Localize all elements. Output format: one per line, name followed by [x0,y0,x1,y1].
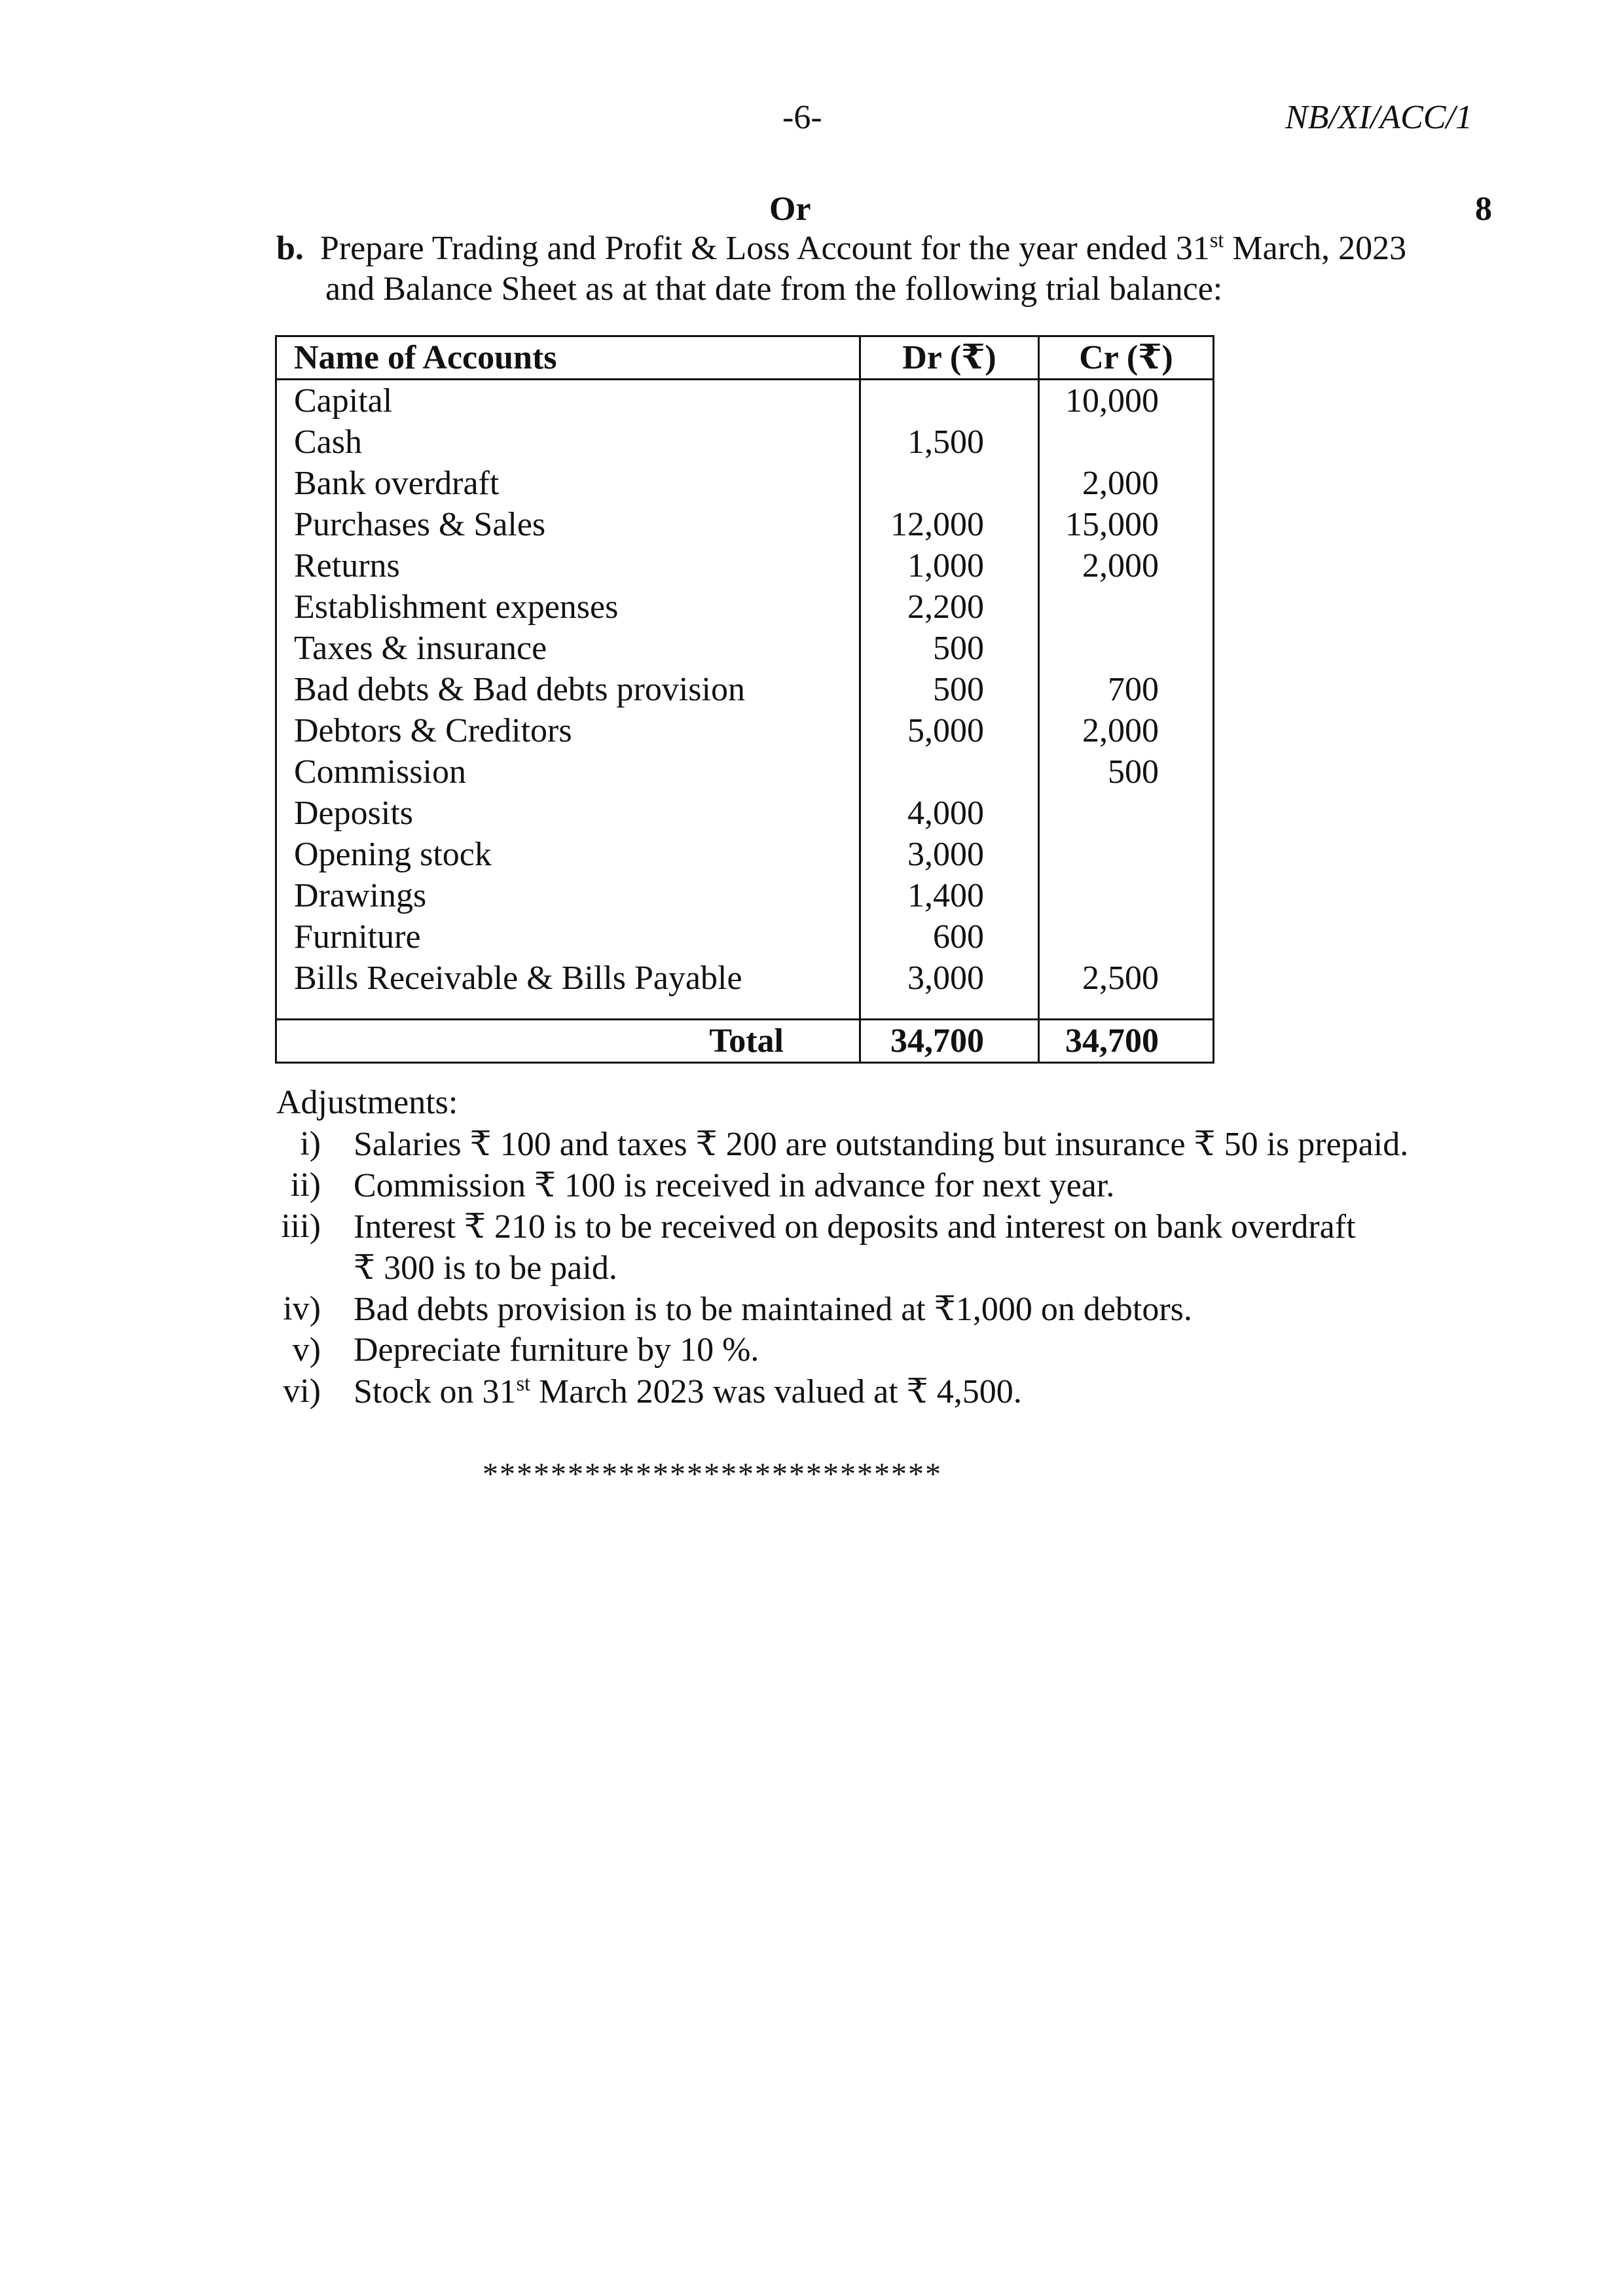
debit-amount [860,380,1039,422]
table-row [276,958,1214,999]
adjustment-text: Bad debts provision is to be maintained at ₹1,000 on debtors. [354,1291,1192,1328]
debit-amount: 1,000 [860,545,1039,586]
table-row [276,669,1214,710]
header-cr: Cr (₹) [1039,336,1214,380]
adjustment-number: v) [292,1331,321,1369]
debit-amount: 500 [860,628,1039,669]
total-cr: 34,700 [1039,1020,1214,1063]
spacer-cell [1039,999,1214,1020]
debit-amount: 1,400 [860,875,1039,916]
question-text-1a: Prepare Trading and Profit & Loss Account for the year ended 31 [319,230,1210,267]
debit-amount: 2,200 [860,586,1039,628]
question-label: b. [276,230,304,267]
table-row [276,586,1214,628]
credit-amount: 2,500 [1039,958,1214,999]
total-dr: 34,700 [860,1020,1039,1063]
adjustment-number: iv) [283,1290,321,1327]
spacer-cell [276,999,860,1020]
credit-amount: 10,000 [1039,380,1214,422]
table-row [276,916,1214,958]
account-name: Bank overdraft [276,463,860,504]
credit-amount: 500 [1039,751,1214,793]
table-row [276,545,1214,586]
header-dr: Dr (₹) [860,336,1039,380]
spacer-cell [860,999,1039,1020]
table-row [276,380,1214,422]
debit-amount: 5,000 [860,710,1039,751]
question-line-1 [276,229,1406,268]
debit-amount: 12,000 [860,504,1039,545]
header-name: Name of Accounts [276,336,860,380]
account-name: Cash [276,422,860,463]
credit-amount [1039,875,1214,916]
debit-amount [860,751,1039,793]
account-name: Establishment expenses [276,586,860,628]
credit-amount: 15,000 [1039,504,1214,545]
question-sup: st [1209,228,1224,252]
table-row [276,463,1214,504]
debit-amount: 3,000 [860,834,1039,875]
credit-amount [1039,422,1214,463]
table-row [276,793,1214,834]
adjustment-number: ii) [290,1166,321,1204]
table-row [276,875,1214,916]
table-row [276,628,1214,669]
credit-amount [1039,586,1214,628]
account-name: Bad debts & Bad debts provision [276,669,860,710]
credit-amount [1039,628,1214,669]
account-name: Capital [276,380,860,422]
credit-amount [1039,834,1214,875]
debit-amount: 3,000 [860,958,1039,999]
credit-amount: 2,000 [1039,710,1214,751]
credit-amount [1039,916,1214,958]
account-name: Taxes & insurance [276,628,860,669]
table-row [276,504,1214,545]
account-name: Bills Receivable & Bills Payable [276,958,860,999]
adjustment-sup: st [516,1371,530,1395]
credit-amount: 700 [1039,669,1214,710]
table-row [276,710,1214,751]
table-row [276,422,1214,463]
table-row [276,751,1214,793]
adjustment-text: Depreciate furniture by 10 %. [354,1331,759,1369]
total-label: Total [276,1020,860,1063]
debit-amount [860,463,1039,504]
adjustment-text-b: March 2023 was valued at ₹ 4,500. [530,1373,1022,1410]
account-name: Deposits [276,793,860,834]
debit-amount: 4,000 [860,793,1039,834]
adjustment-number: iii) [281,1208,321,1245]
page-number: -6- [782,99,822,136]
total-row [276,1020,1214,1063]
paper-code: NB/XI/ACC/1 [1285,99,1472,136]
account-name: Drawings [276,875,860,916]
debit-amount: 1,500 [860,422,1039,463]
account-name: Purchases & Sales [276,504,860,545]
table-row [276,834,1214,875]
adjustment-text [354,1372,1022,1411]
table-header-row [276,336,1214,380]
account-name: Commission [276,751,860,793]
table-body [276,380,1214,1020]
account-name: Returns [276,545,860,586]
credit-amount: 2,000 [1039,463,1214,504]
credit-amount [1039,793,1214,834]
account-name: Furniture [276,916,860,958]
question-text-1b: March, 2023 [1224,230,1407,267]
account-name: Opening stock [276,834,860,875]
adjustment-text: Interest ₹ 210 is to be received on deposits and interest on bank overdraft [354,1208,1356,1246]
adjustment-text: Salaries ₹ 100 and taxes ₹ 200 are outstanding but insurance ₹ 50 is prepaid. [354,1126,1409,1163]
adjustment-text: Commission ₹ 100 is received in advance for next year. [354,1167,1115,1204]
debit-amount: 500 [860,669,1039,710]
end-separator: *************************** [483,1457,942,1492]
adjustment-number: i) [300,1125,321,1162]
credit-amount: 2,000 [1039,545,1214,586]
adjustment-text-a: Stock on 31 [354,1373,517,1410]
or-label: Or [769,190,811,228]
adjustment-text: ₹ 300 is to be paid. [354,1249,617,1287]
adjustment-number: vi) [283,1372,321,1410]
marks: 8 [1475,190,1492,228]
adjustments-title: Adjustments: [276,1084,458,1121]
spacer-row [276,999,1214,1020]
account-name: Debtors & Creditors [276,710,860,751]
question-line-2: and Balance Sheet as at that date from the following trial balance: [325,270,1223,308]
trial-balance-table [275,335,1214,1064]
debit-amount: 600 [860,916,1039,958]
